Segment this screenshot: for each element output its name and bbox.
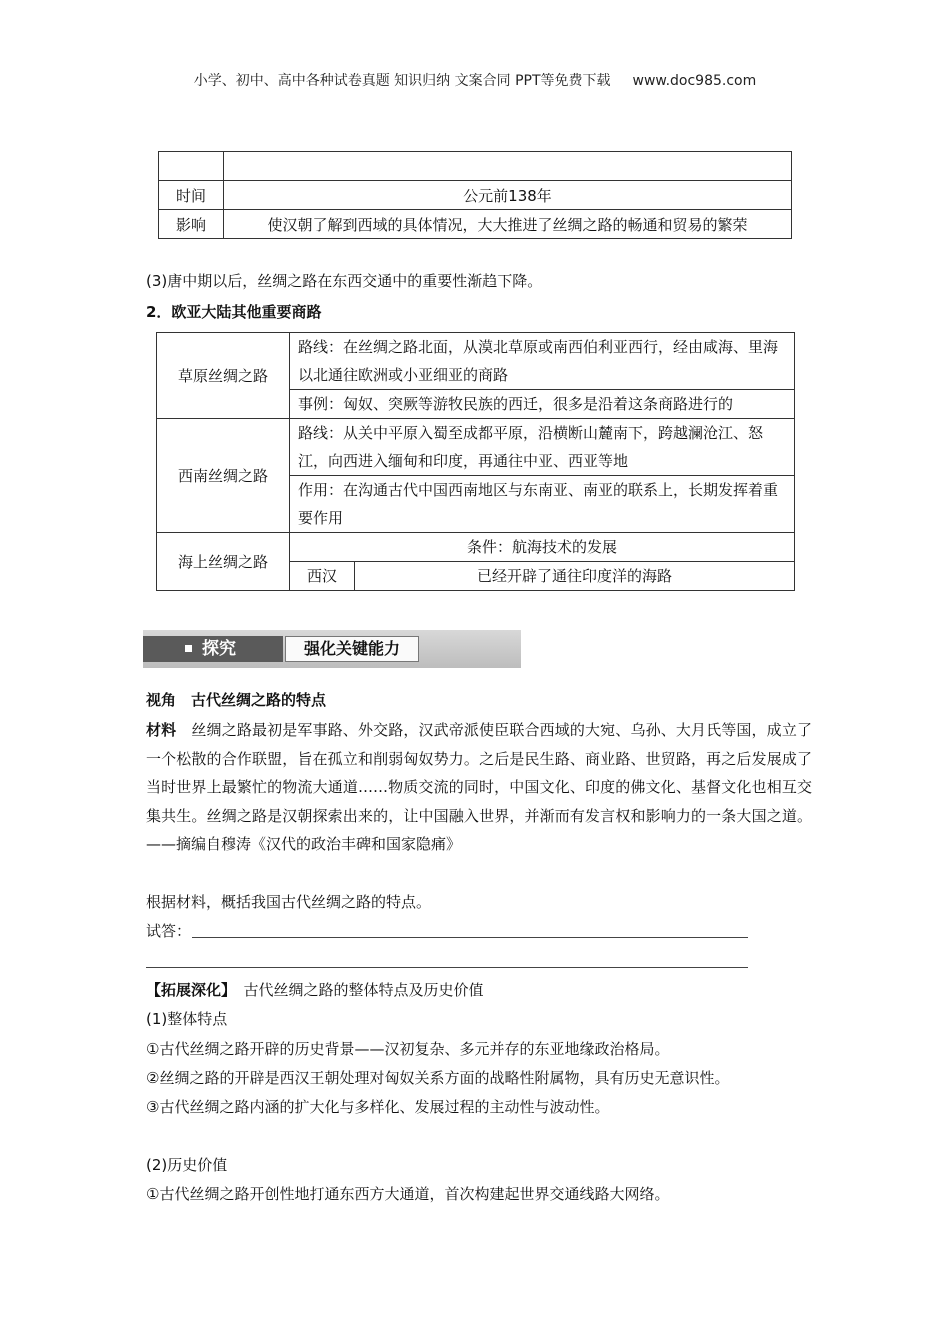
table-cell-value: 公元前138年 [224,181,792,210]
table-row [159,181,792,210]
table-cell-label: 时间 [159,181,224,210]
expand-heading [146,976,484,1005]
answer-label: 试答： [146,922,192,940]
overall-item: ③古代丝绸之路内涵的扩大化与多样化、发展过程的主动性与波动性。 [146,1098,610,1116]
route-maritime-era-desc: 已经开辟了通往印度洋的海路 [355,562,795,591]
table-row [157,419,795,476]
banner-left: 探究 [143,636,283,662]
answer-line[interactable] [146,967,748,968]
expand-tag: 【拓展深化】 [146,981,229,999]
trade-routes-table [156,332,795,591]
value-title: (2)历史价值 [146,1156,228,1174]
point-3: (3)唐中期以后，丝绸之路在东西交通中的重要性渐趋下降。 [146,272,543,290]
material-text: 丝绸之路最初是军事路、外交路，汉武帝派使臣联合西域的大宛、乌孙、大月氏等国，成立了一个松散的合作联盟，旨在孤立和削弱匈奴势力。之后是民生路、商业路、世贸路，再之后发展成了当时世界上最繁忙的物流大通道……物质交流的同时，中国文化、印度的佛文化、基督文化也相互交集共生。丝绸之路是汉朝探索出来的，让中国融入世界，并渐而有发言权和影响力的一条大国之道。——摘编自穆涛《汉代的政治丰碑和国家隐痛》 [146,721,812,853]
section-2-title: 2．欧亚大陆其他重要商路 [146,303,322,321]
table-cell-value: 使汉朝了解到西域的具体情况，大大推进了丝绸之路的畅通和贸易的繁荣 [224,210,792,239]
route-southwest-path: 路线：从关中平原入蜀至成都平原，沿横断山麓南下，跨越澜沧江、怒江，向西进入缅甸和印度，再通往中亚、西亚等地 [290,419,795,476]
route-steppe-path: 路线：在丝绸之路北面，从漠北草原或南西伯利亚西行，经由咸海、里海以北通往欧洲或小亚细亚的商路 [290,333,795,390]
table-row [157,533,795,562]
route-maritime-condition: 条件：航海技术的发展 [290,533,795,562]
route-steppe-example: 事例：匈奴、突厥等游牧民族的西迁，很多是沿着这条商路进行的 [290,390,795,419]
table-row [159,152,792,181]
banner-right: 强化关键能力 [285,636,419,662]
overall-title: (1)整体特点 [146,1010,228,1028]
route-name-maritime: 海上丝绸之路 [157,533,290,591]
expand-title: 古代丝绸之路的整体特点及历史价值 [243,981,484,999]
table-cell-label [159,152,224,181]
table-row [157,333,795,390]
table-cell-label: 影响 [159,210,224,239]
table-cell-value [224,152,792,181]
angle-title: 视角 古代丝绸之路的特点 [146,691,327,709]
route-maritime-era: 西汉 [290,562,355,591]
route-name-southwest: 西南丝绸之路 [157,419,290,533]
answer-line[interactable] [192,937,748,938]
overall-item: ①古代丝绸之路开辟的历史背景——汉初复杂、多元并存的东亚地缘政治格局。 [146,1040,670,1058]
section-banner [143,630,521,668]
header-text: 小学、初中、高中各种试卷真题 知识归纳 文案合同 PPT等免费下载 [193,73,611,89]
material-paragraph [146,716,812,859]
route-name-steppe: 草原丝绸之路 [157,333,290,419]
route-southwest-role: 作用：在沟通古代中国西南地区与东南亚、南亚的联系上，长期发挥着重要作用 [290,476,795,533]
material-label: 材料 [146,721,177,739]
zhangqian-table [158,151,792,239]
page-header [0,70,950,90]
question-text: 根据材料，概括我国古代丝绸之路的特点。 [146,893,432,911]
square-bullet-icon [185,645,192,652]
value-item: ①古代丝绸之路开创性地打通东西方大通道，首次构建起世界交通线路大网络。 [146,1185,670,1203]
header-site[interactable]: www.doc985.com [632,73,757,89]
table-row [159,210,792,239]
overall-item: ②丝绸之路的开辟是西汉王朝处理对匈奴关系方面的战略性附属物，具有历史无意识性。 [146,1069,730,1087]
